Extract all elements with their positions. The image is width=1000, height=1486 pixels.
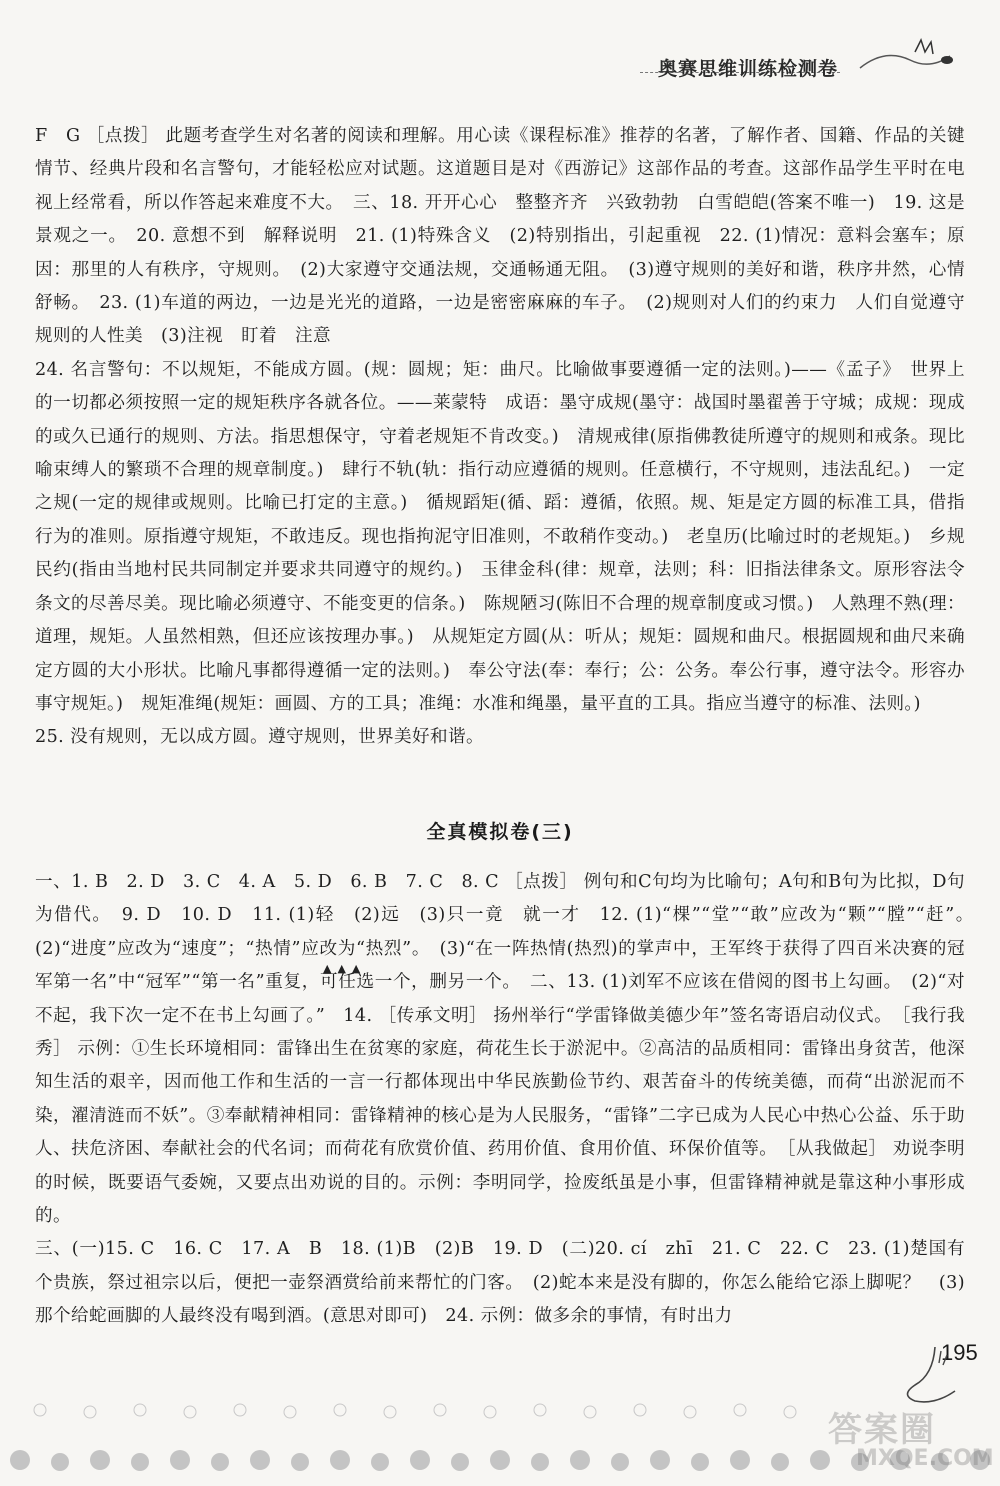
watermark-url: MXQE.COM [856,1446,994,1471]
watermark [820,1396,994,1476]
header-title: 奥赛思维训练检测卷 [658,58,839,80]
paragraph-25: 25. 没有规则，无以成方圆。遵守规则，世界美好和谐。 [35,727,485,748]
page-number: 195 [941,1340,978,1365]
answer-text-bottom [35,866,983,1334]
running-header [640,46,970,86]
emphasis-marks: ▲▲▲ [323,962,367,975]
watermark-text: 答案圈 [828,1410,936,1450]
answer-text-top [35,120,965,755]
paragraph-part-1-2: 一、1. B 2. D 3. C 4. A 5. D 6. B 7. C 8. C ［点拨］ 例句和C句均为比喻句；A句和B句为比拟，D句为借代。 9. D 10. D 11. (1)轻 (2)远 (3)只一竟 就一才 12. (1)“棵”“堂”“敢”应改为“颗”“膛”“赶”。 (2)“进度”应改为“速度”；“热情”应改为“热烈”。 (3)“在一阵热情(热烈)的掌声中，王军终于获得了四百米决赛的冠军第一名”中“冠军”“第一名”重复，可任选一个，删另一个。 二、13. (1)刘军不应该在借阅的图书上勾画。 (2)“对不起，我下次一定不在书上勾画了。” 14. ［传承文明］ 扬州举行“学雷锋做美德少年”签名寄语启动仪式。 ［我行我秀］ 示例：①生长环境相同：雷锋出生在贫寒的家庭，荷花生长于淤泥中。②高洁的品质相同：雷锋出身贫苦，他深知生活的艰辛，因而他工作和生活的一言一行都体现出中华民族勤俭节约、艰苦奋斗的传统美德，而荷“出淤泥而不染，濯清涟而不妖”。③奉献精神相同：雷锋精神的核心是为人民服务，“雷锋”二字已成为人民心中热心公益、乐于助人、扶危济困、奉献社会的代名词；而荷花有欣赏价值、药用价值、食用价值、环保价值等。 ［从我做起］ 劝说李明的时候，既要语气委婉，又要点出劝说的目的。示例：李明同学，捡废纸虽是小事，但雷锋精神就是靠这种小事形成的。 [35,872,983,1227]
section-title: 全真模拟卷(三) [426,821,574,843]
paragraph-18-23: F G ［点拨］ 此题考查学生对名著的阅读和理解。用心读《课程标准》推荐的名著，了解作者、国籍、作品的关键情节、经典片段和名言警句，才能轻松应对试题。这道题目是对《西游记》这部作品的考查。这部作品学生平时在电视上经常看，所以作答起来难度不大。 三、18. 开开心心 整整齐齐 兴致勃勃 白雪皑皑(答案不唯一) 19. 这是景观之一。 20. 意想不到 解释说明 21. (1)特殊含义 (2)特别指出，引起重视 22. (1)情况：意料会塞车；原因：那里的人有秩序，守规则。 (2)大家遵守交通法规，交通畅通无阻。 (3)遵守规则的美好和谐，秩序井然，心情舒畅。 23. (1)车道的两边，一边是光光的道路，一边是密密麻麻的车子。 (2)规则对人们的约束力 人们自觉遵守规则的人性美 (3)注视 盯着 注意 [35,126,965,347]
paragraph-part-3: 三、(一)15. C 16. C 17. A B 18. (1)B (2)B 19. D (二)20. cí zhī 21. C 22. C 23. (1)楚国有个贵族，祭过祖宗以后，便把一壶祭酒赏给前来帮忙的门客。 (2)蛇本来是没有脚的，你怎么能给它添上脚呢？ (3)那个给蛇画脚的人最终没有喝到酒。(意思对即可) 24. 示例：做多余的事情，有时出力 [35,1239,965,1327]
fish-decoration-icon [855,38,965,82]
paragraph-24: 24. 名言警句：不以规矩，不能成方圆。(规：圆规；矩：曲尺。比喻做事要遵循一定的法则。)——《孟子》 世界上的一切都必须按照一定的规矩秩序各就各位。——莱蒙特 成语：墨守成规(墨守：战国时墨翟善于守城；成规：现成的或久已通行的规则、方法。指思想保守，守着老规矩不肯改变。) 清规戒律(原指佛教徒所遵守的规则和戒条。现比喻束缚人的繁琐不合理的规章制度。) 肆行不轨(轨：指行动应遵循的规则。任意横行，不守规则，违法乱纪。) 一定之规(一定的规律或规则。比喻已打定的主意。) 循规蹈矩(循、蹈：遵循，依照。规、矩是定方圆的标准工具，借指行为的准则。原指遵守规矩，不敢违反。现也指拘泥守旧准则，不敢稍作变动。) 老皇历(比喻过时的老规矩。) 乡规民约(指由当地村民共同制定并要求共同遵守的规约。) 玉律金科(律：规章，法则；科：旧指法律条文。原形容法令条文的尽善尽美。现比喻必须遵守、不能变更的信条。) 陈规陋习(陈旧不合理的规章制度或习惯。) 人熟理不熟(理：道理，规矩。人虽然相熟，但还应该按理办事。) 从规矩定方圆(从：听从；规矩：圆规和曲尺。根据圆规和曲尺来确定方圆的大小形状。比喻凡事都得遵循一定的法则。) 奉公守法(奉：奉行；公：公务。奉公行事，遵守法令。形容办事守规矩。) 规矩准绳(规矩：画圆、方的工具；准绳：水准和绳墨，量平直的工具。指应当遵守的标准、法则。) [35,359,965,714]
